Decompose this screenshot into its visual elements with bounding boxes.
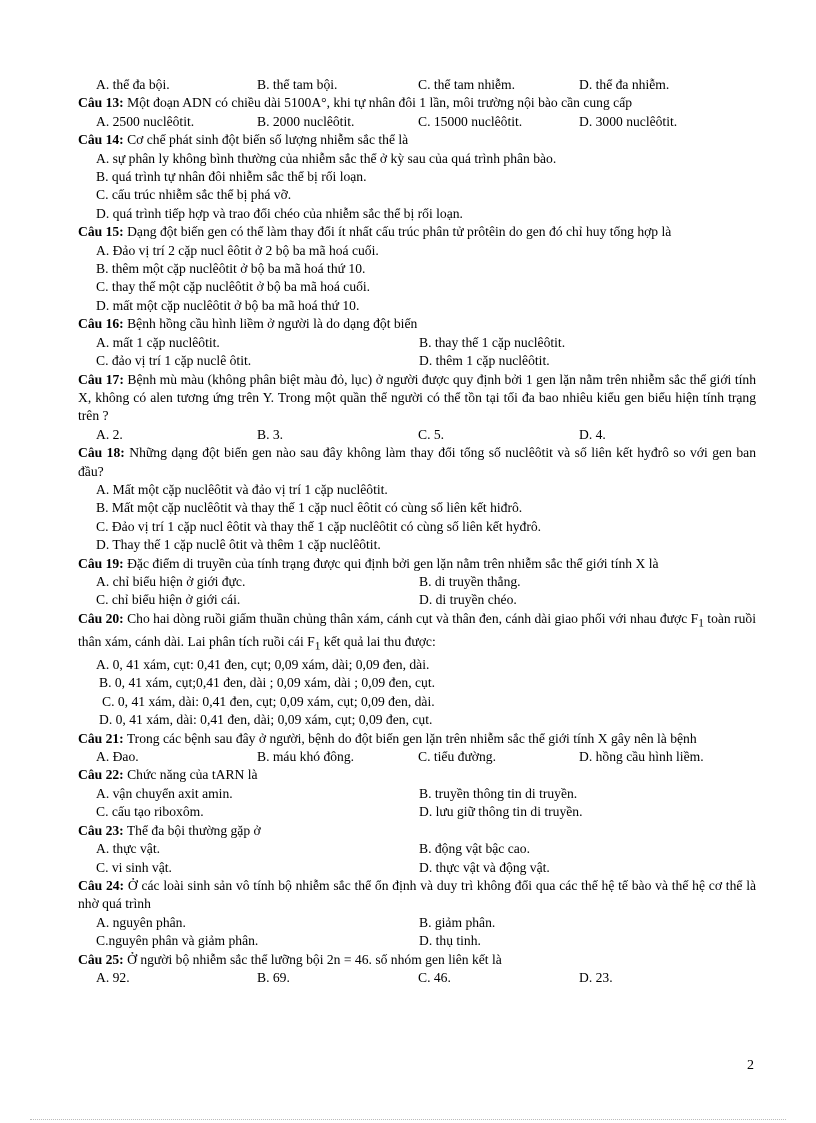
option-row — [78, 859, 756, 877]
option: D. quá trình tiếp hợp và trao đổi chéo của nhiễm sắc thể bị rối loạn. — [96, 205, 463, 221]
question-text: Những dạng đột biến gen nào sau đây không làm thay đổi tổng số nuclêôtit và số liên kết hyđrô so với gen ban đầu? — [78, 445, 756, 479]
question-24: Câu 24: Ở các loài sinh sản vô tính bộ nhiễm sắc thể ổn định và duy trì không đổi qua các thế hệ tế bào và thế hệ cơ thể là nhờ quá trình — [78, 877, 757, 912]
option: A. thể đa bội. — [96, 77, 170, 92]
option: C. vi sinh vật. — [96, 859, 172, 875]
page-bottom-divider — [30, 1119, 786, 1120]
option: D. 0, 41 xám, dài: 0,41 đen, dài; 0,09 xám, cụt; 0,09 đen, cụt. — [99, 712, 433, 728]
option: C. chỉ biểu hiện ở giới cái. — [96, 592, 241, 608]
question-text: Ở các loài sinh sản vô tính bộ nhiễm sắc thể ổn định và duy trì không đổi qua các thế hệ tế bào và thế hệ cơ thể là nhờ quá trình — [78, 877, 757, 912]
option: C. 15000 nuclêôtit. — [418, 113, 523, 129]
question-text: Ở người bộ nhiễm sắc thể lưỡng bội 2n = 46. số nhóm gen liên kết là — [127, 951, 502, 967]
option: A. mất 1 cặp nuclêôtit. — [96, 334, 220, 350]
option-row — [78, 76, 756, 94]
option: C. 5. — [418, 426, 445, 442]
question-17: Câu 17: Bệnh mù màu (không phân biệt màu đỏ, lục) ở người được quy định bởi 1 gen lặn nằm trên nhiễm sắc thể giới tính X, không có alen tương ứng trên Y. Trong một quần thể người có thể tồn tại tối đa bao nhiêu kiểu gen biểu hiện tính trạng trên ? — [78, 371, 757, 424]
option-row — [78, 840, 756, 858]
option-row — [78, 426, 756, 444]
option-row — [78, 591, 756, 609]
option: A. thực vật. — [96, 841, 160, 857]
option: D. Thay thế 1 cặp nuclê ôtit và thêm 1 cặp nuclêôtit. — [96, 537, 381, 553]
option: B. truyền thông tin di truyền. — [419, 785, 578, 801]
option: D. thụ tinh. — [419, 933, 481, 949]
option: A. 2500 nuclêôtit. — [96, 113, 195, 129]
question-text: Đặc điểm di truyền của tính trạng được qui định bởi gen lặn nằm trên nhiễm sắc thể giới tính X là — [127, 555, 659, 571]
option: B. thay thế 1 cặp nuclêôtit. — [419, 334, 566, 350]
option: A. Đao. — [96, 749, 139, 765]
option: C.nguyên phân và giảm phân. — [96, 933, 259, 949]
option: A. 0, 41 xám, cụt: 0,41 đen, cụt; 0,09 xám, dài; 0,09 đen, dài. — [96, 657, 430, 673]
question-text: Trong các bệnh sau đây ở người, bệnh do đột biến gen lặn trên nhiễm sắc thể giới tính X gây nên là bệnh — [126, 730, 697, 746]
option-row — [78, 932, 756, 950]
option: A. 2. — [96, 426, 123, 442]
question-text: Thể đa bội thường gặp ở — [126, 822, 261, 838]
option: B. 69. — [257, 969, 290, 985]
question-13: Câu 13: Một đoạn ADN có chiều dài 5100A°, khi tự nhân đôi 1 lần, môi trường nội bào cần cung cấp — [78, 95, 633, 111]
option-row — [78, 748, 756, 766]
option: B. di truyền thẳng. — [419, 573, 521, 589]
option: A. vận chuyển axit amin. — [96, 785, 233, 801]
option: A. chỉ biểu hiện ở giới đực. — [96, 573, 246, 589]
question-text: Bệnh mù màu (không phân biệt màu đỏ, lục) ở người được quy định bởi 1 gen lặn nằm trên nhiễm sắc thể giới tính X, không có alen tương ứng trên Y. Trong một quần thể người có thể tồn tại tối đa bao nhiêu kiểu gen biểu hiện tính trạng trên ? — [78, 371, 757, 424]
option: B. quá trình tự nhân đôi nhiễm sắc thể bị rối loạn. — [96, 169, 367, 185]
option: B. 3. — [257, 426, 284, 442]
option: D. mất một cặp nuclêôtit ở bộ ba mã hoá thứ 10. — [96, 297, 360, 313]
question-text: Một đoạn ADN có chiều dài 5100A°, khi tự nhân đôi 1 lần, môi trường nội bào cần cung cấp — [127, 95, 633, 111]
option: C. Đảo vị trí 1 cặp nucl êôtit và thay thế 1 cặp nuclêôtit có cùng số liên kết hyđrô. — [96, 518, 542, 534]
option: A. nguyên phân. — [96, 914, 186, 930]
option: A. sự phân ly không bình thường của nhiễm sắc thể ở kỳ sau của quá trình phân bào. — [96, 150, 557, 166]
option-row — [78, 352, 756, 370]
option-row — [78, 573, 756, 591]
option: C. tiểu đường. — [418, 749, 496, 765]
option: B. thể tam bội. — [257, 77, 338, 92]
option: C. đảo vị trí 1 cặp nuclê ôtit. — [96, 353, 252, 369]
option: D. hồng cầu hình liềm. — [579, 749, 704, 765]
question-23: Câu 23: Thể đa bội thường gặp ở — [78, 822, 261, 838]
page-number: 2 — [747, 1058, 754, 1073]
option: D. lưu giữ thông tin di truyền. — [419, 804, 583, 820]
question-22: Câu 22: Chức năng của tARN là — [78, 767, 258, 783]
option: C. 0, 41 xám, dài: 0,41 đen, cụt; 0,09 xám, cụt; 0,09 đen, dài. — [102, 693, 435, 709]
option: A. Đảo vị trí 2 cặp nucl êôtit ở 2 bộ ba mã hoá cuối. — [96, 242, 379, 258]
question-text: Dạng đột biến gen có thể làm thay đổi ít nhất cấu trúc phân tử prôtêin do gen đó chỉ huy tổng hợp là — [127, 224, 672, 240]
option: A. Mất một cặp nuclêôtit và đảo vị trí 1 cặp nuclêôtit. — [96, 481, 388, 497]
question-19: Câu 19: Đặc điểm di truyền của tính trạng được qui định bởi gen lặn nằm trên nhiễm sắc thể giới tính X là — [78, 555, 659, 571]
option: B. 0, 41 xám, cụt;0,41 đen, dài ; 0,09 xám, dài ; 0,09 đen, cụt. — [99, 675, 436, 691]
option-row — [78, 334, 756, 352]
option: B. giảm phân. — [419, 914, 496, 930]
option: B. động vật bậc cao. — [419, 841, 530, 857]
option: C. 46. — [418, 969, 451, 985]
exam-page — [78, 76, 756, 987]
option-row — [78, 803, 756, 821]
option-row — [78, 914, 756, 932]
question-18: Câu 18: Những dạng đột biến gen nào sau đây không làm thay đổi tổng số nuclêôtit và số liên kết hyđrô so với gen ban đầu? — [78, 445, 756, 479]
option: C. cấu trúc nhiễm sắc thể bị phá vỡ. — [96, 187, 292, 203]
option: D. thực vật và động vật. — [419, 859, 550, 875]
question-text: Chức năng của tARN là — [127, 767, 258, 783]
question-text: Bệnh hồng cầu hình liềm ở người là do dạng đột biến — [127, 316, 418, 332]
option: B. máu khó đông. — [257, 749, 355, 765]
question-16: Câu 16: Bệnh hồng cầu hình liềm ở người là do dạng đột biến — [78, 316, 418, 332]
option: D. 4. — [579, 426, 606, 442]
question-20: Câu 20: Cho hai dòng ruồi giấm thuần chủng thân xám, cánh cụt và thân đen, cánh dài giao phối với nhau được $F_1$ toàn ruồi thân xám, cánh dài. Lai phân tích ruồi cái $F_1$ kết quả lai thu được: — [78, 610, 757, 653]
option-row — [78, 785, 756, 803]
option: C. cấu tạo riboxôm. — [96, 804, 204, 820]
option: D. di truyền chéo. — [419, 592, 517, 608]
option: B. thêm một cặp nuclêôtit ở bộ ba mã hoá thứ 10. — [96, 261, 366, 277]
question-text: Cơ chế phát sinh đột biến số lượng nhiễm sắc thể là — [127, 132, 409, 148]
option-row — [78, 969, 756, 987]
question-15: Câu 15: Dạng đột biến gen có thể làm thay đổi ít nhất cấu trúc phân tử prôtêin do gen đó chỉ huy tổng hợp là — [78, 224, 672, 240]
question-21: Câu 21: Trong các bệnh sau đây ở người, bệnh do đột biến gen lặn trên nhiễm sắc thể giới tính X gây nên là bệnh — [78, 730, 697, 746]
option: C. thay thế một cặp nuclêôtit ở bộ ba mã hoá cuối. — [96, 279, 371, 295]
question-25: Câu 25: Ở người bộ nhiễm sắc thể lưỡng bội 2n = 46. số nhóm gen liên kết là — [78, 951, 502, 967]
option: B. 2000 nuclêôtit. — [257, 113, 355, 129]
option: C. thể tam nhiễm. — [418, 77, 516, 92]
option: B. Mất một cặp nuclêôtit và thay thế 1 cặp nucl êôtit có cùng số liên kết hiđrô. — [96, 500, 523, 516]
option-row — [78, 113, 756, 131]
option: D. thể đa nhiễm. — [579, 77, 670, 92]
option: D. 3000 nuclêôtit. — [579, 113, 678, 129]
option: A. 92. — [96, 969, 130, 985]
question-14: Câu 14: Cơ chế phát sinh đột biến số lượng nhiễm sắc thể là — [78, 132, 409, 148]
option: D. thêm 1 cặp nuclêôtit. — [419, 353, 550, 369]
option: D. 23. — [579, 969, 613, 985]
